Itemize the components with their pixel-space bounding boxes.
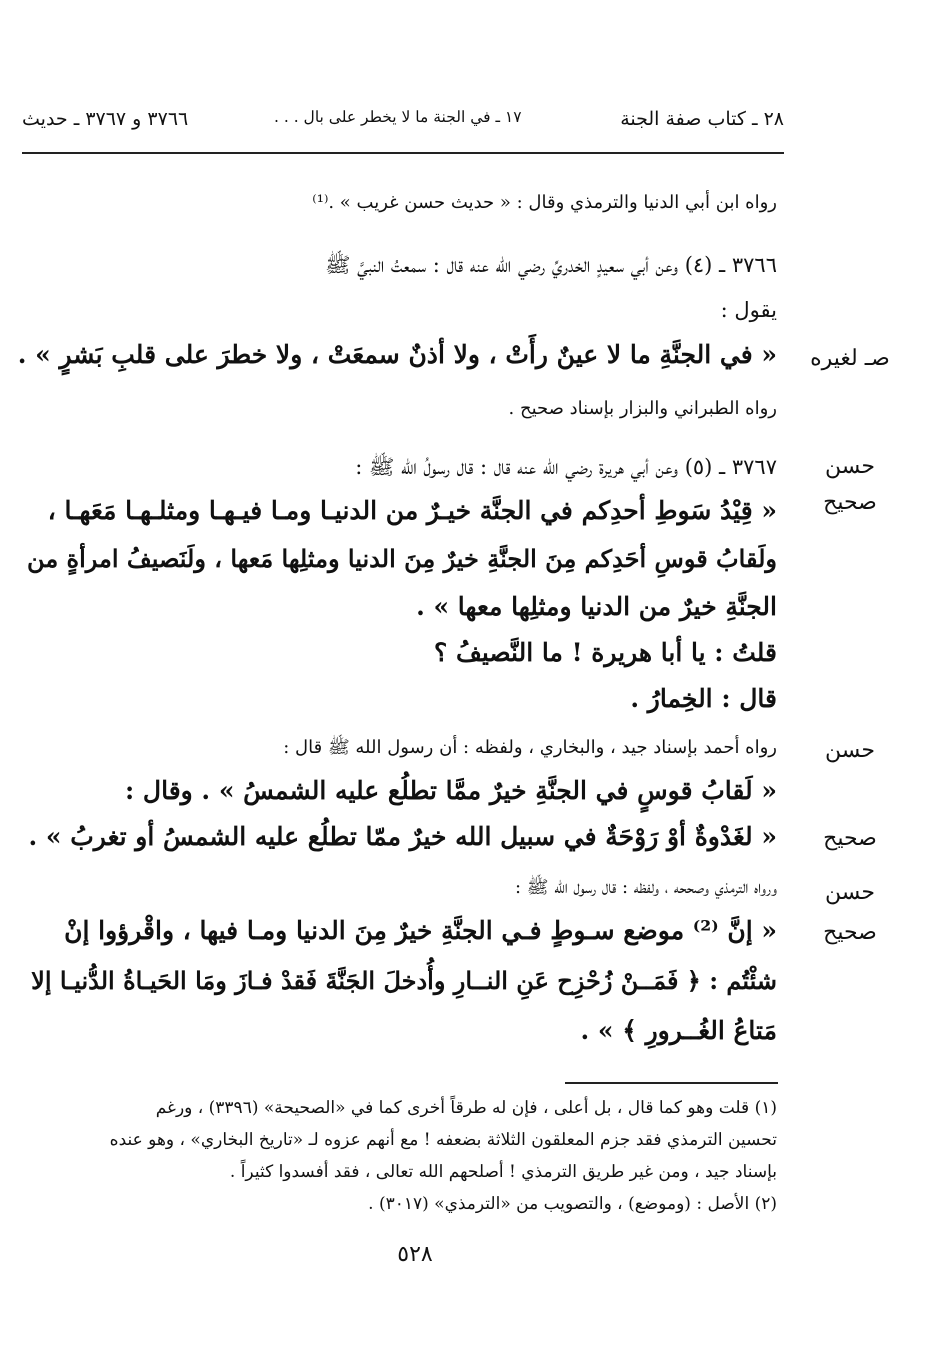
grade-label-hasan: حسن	[825, 880, 875, 905]
hadith-bukhari-text-1: « لَقابُ قوسٍ في الجنَّةِ خيرٌ ممَّا تطلُع عليه الشمسُ » . وقال :	[124, 776, 777, 805]
hadith-3767-question: قلتُ : يا أبا هريرة ! ما النَّصيفُ ؟	[433, 638, 777, 667]
hadith-3766-intro-cont: يقول :	[720, 298, 777, 322]
grade-label-sahih: صحيح	[823, 920, 877, 945]
grade-label-sahih: صحيح	[823, 490, 877, 515]
narration-note: رواه ابن أبي الدنيا والترمذي وقال : « حديث حسن غريب » .⁽¹⁾	[312, 192, 777, 213]
hadith-3766-text: « في الجنَّةِ ما لا عينٌ رأَتْ ، ولا أذنٌ سمعَتْ ، ولا خطرَ على قلبِ بَشرٍ » .	[17, 340, 777, 369]
hadith-3767-text-2: ولَقابُ قوسِ أحَدِكم مِنَ الجنَّةِ خيرٌ مِنَ الدنيا ومثلِها مَعها ، ولَنَصيفُ امرأةٍ من	[27, 544, 777, 573]
hadith-3767-intro: ٣٧٦٧ ـ (٥) وعن أبي هريرة رضي الله عنه قال : قال رسولُ الله ﷺ :	[355, 455, 777, 479]
grade-label-hasan: حسن	[825, 454, 875, 479]
grade-label-sahih-lighayrihi: صـ لغيره	[810, 346, 890, 371]
hadith-3767-answer: قال : الخِمارُ .	[630, 684, 777, 713]
footnote-2: (٢) الأصل : (وموضع) ، والتصويب من «الترمذي» (٣٠١٧) .	[368, 1194, 777, 1214]
narration-ahmad: رواه أحمد بإسناد جيد ، والبخاري ، ولفظه : أن رسول الله ﷺ قال :	[283, 737, 777, 758]
hadith-3766-grading: رواه الطبراني والبزار بإسناد صحيح .	[508, 398, 777, 419]
page-number: ٥٢٨	[397, 1242, 433, 1267]
footnote-1-line-2: تحسين الترمذي فقد جزم المعلقون الثلاثة بضعفه ! مع أنهم عزوه لـ «تاريخ البخاري» ، وهو عنده	[109, 1130, 777, 1150]
hadith-3767-text-1: « قِيْدُ سَوطِ أحدِكم في الجنَّة خيـرٌ من الدنيـا ومـا فيـهـا ومثلـهـا مَعَهـا ،	[47, 496, 777, 525]
header-book-title: ٢٨ ـ كتاب صفة الجنة	[620, 108, 784, 130]
footnote-rule	[565, 1082, 778, 1084]
narration-tirmidhi: ورواه الترمذي وصححه ، ولفظه : قال رسول الله ﷺ :	[515, 877, 777, 898]
hadith-3766-intro: ٣٧٦٦ ـ (٤) وعن أبي سعيدٍ الخدريِّ رضي الله عنه قال : سمعتُ النبيَّ ﷺ	[325, 253, 777, 277]
hadith-3767-text-3: الجنَّةِ خيرٌ من الدنيا ومثلِها معها » .	[416, 592, 777, 621]
header-rule	[22, 152, 784, 154]
footnote-1-line-3: بإسناد جيد ، ومن غير طريق الترمذي ! أصلحهم الله تعالى ، فقد أفسدوا كثيراً .	[229, 1162, 777, 1182]
header-chapter-title: ١٧ ـ في الجنة ما لا يخطر على بال . . .	[274, 108, 522, 126]
hadith-bukhari-text-2: « لغَدْوةٌ أوْ رَوْحَةٌ في سبيل الله خيرٌ ممّا تطلُع عليه الشمسُ أو تغربُ » .	[28, 822, 777, 851]
hadith-tirmidhi-text-1: « إنَّ ⁽²⁾ موضع سـوطٍ فـي الجنَّةِ خيرٌ مِنَ الدنيا ومـا فيها ، واقْرؤوا إنْ	[64, 916, 777, 945]
grade-label-hasan: حسن	[825, 738, 875, 763]
hadith-tirmidhi-text-3: مَتاعُ الغُــرورِ ﴾ » .	[580, 1016, 777, 1045]
hadith-tirmidhi-text-2: شئْتُم : ﴿ فَمَــنْ زُحْزِح عَنِ النــارِ وأُدخلَ الجَنَّةَ فَقدْ فـازَ ومَا الحَيـاةُ الدُّنيـا إلا	[31, 966, 777, 995]
footnote-1-line-1: (١) قلت وهو كما قال ، بل أعلى ، فإن له طرقاً أخرى كما في «الصحيحة» (٣٣٩٦) ، ورغم	[155, 1098, 777, 1118]
grade-label-sahih: صحيح	[823, 826, 877, 851]
running-header	[22, 102, 784, 142]
header-hadith-range: ٣٧٦٦ و ٣٧٦٧ ـ حديث	[22, 108, 189, 130]
